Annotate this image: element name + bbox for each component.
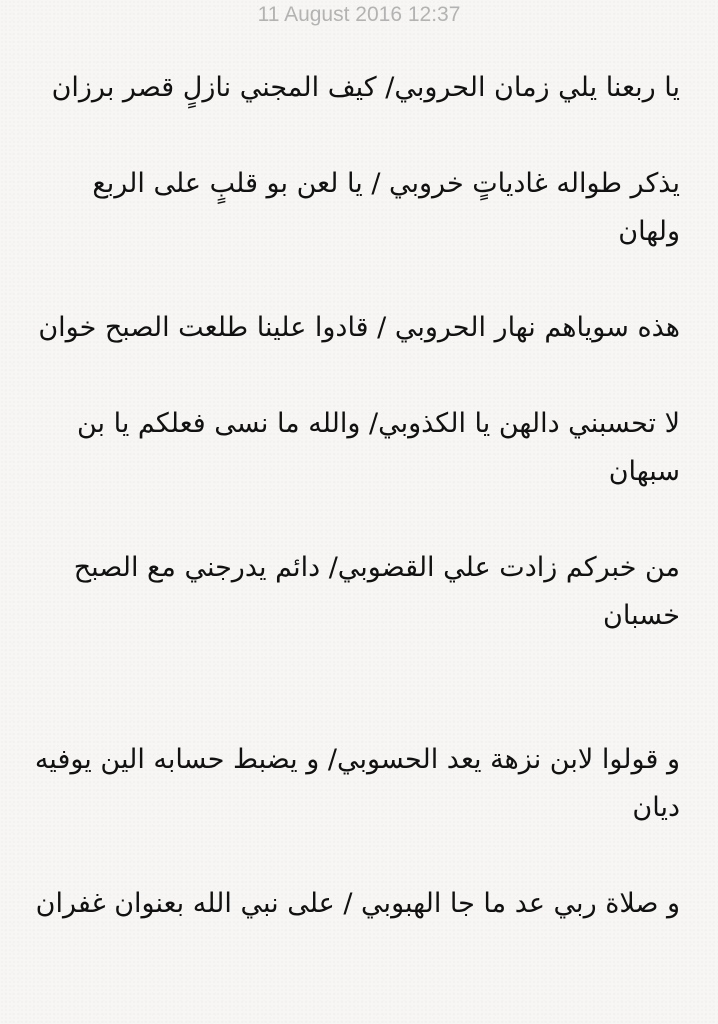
verse-spacer	[28, 112, 680, 160]
verse-5: من خبركم زادت علي القضوبي/ دائم يدرجني مع الصبح خسبان	[73, 552, 680, 631]
note-body[interactable]	[28, 64, 680, 928]
verse-spacer	[28, 352, 680, 400]
note-date: 11 August 2016 12:37	[257, 3, 461, 26]
verse-7: و صلاة ربي عد ما جا الهبوبي / على نبي الله بعنوان غفران	[35, 888, 680, 919]
verse-spacer	[28, 640, 680, 736]
verse-spacer	[28, 256, 680, 304]
verse-6: و قولوا لابن نزهة يعد الحسوبي/ و يضبط حسابه الين يوفيه ديان	[34, 744, 680, 823]
verse-2: يذكر طواله غادياتٍ خروبي / يا لعن بو قلبٍ على الربع ولهان	[92, 168, 680, 247]
verse-spacer	[28, 496, 680, 544]
verse-3: هذه سوياهم نهار الحروبي / قادوا علينا طلعت الصبح خوان	[38, 312, 680, 343]
verse-1: يا ربعنا يلي زمان الحروبي/ كيف المجني نازلٍ قصر برزان	[51, 72, 680, 103]
verse-4: لا تحسبني دالهن يا الكذوبي/ والله ما نسى فعلكم يا بن سبهان	[76, 408, 680, 487]
verse-spacer	[28, 832, 680, 880]
